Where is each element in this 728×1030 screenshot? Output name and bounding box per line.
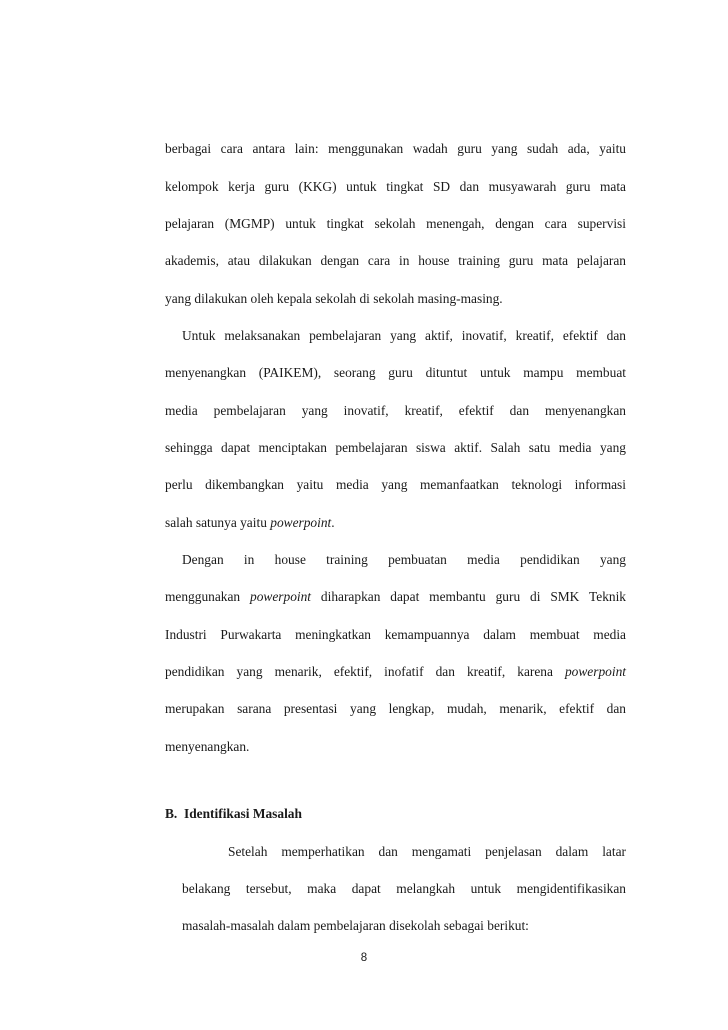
paragraph-2-line-6-italic: powerpoint bbox=[270, 515, 332, 530]
paragraph-3-line-2-italic: powerpoint bbox=[250, 589, 312, 604]
paragraph-3-line-3: Industri Purwakarta meningkatkan kemampuannya dalam membuat media bbox=[165, 627, 626, 642]
paragraph-3-line-2-suffix: diharapkan dapat membantu guru di SMK Teknik bbox=[311, 589, 626, 604]
paragraph-3-line-6: menyenangkan. bbox=[165, 739, 250, 754]
paragraph-3-line-2 bbox=[165, 588, 626, 606]
paragraph-2-line-1: Untuk melaksanakan pembelajaran yang aktif, inovatif, kreatif, efektif dan bbox=[182, 328, 626, 343]
paragraph-3-line-2-prefix: menggunakan bbox=[165, 589, 251, 604]
section-b-title: Identifikasi Masalah bbox=[184, 806, 302, 821]
paragraph-3-line-1: Dengan in house training pembuatan media pendidikan yang bbox=[182, 552, 626, 567]
section-b-marker: B. bbox=[165, 806, 178, 821]
paragraph-2-line-3: media pembelajaran yang inovatif, kreatif, efektif dan menyenangkan bbox=[165, 403, 626, 418]
paragraph-3-line-4-italic: powerpoint bbox=[564, 664, 626, 679]
paragraph-3-line-5: merupakan sarana presentasi yang lengkap, mudah, menarik, efektif dan bbox=[165, 701, 626, 716]
paragraph-2-line-4: sehingga dapat menciptakan pembelajaran siswa aktif. Salah satu media yang bbox=[165, 440, 626, 455]
paragraph-2-line-2: menyenangkan (PAIKEM), seorang guru dituntut untuk mampu membuat bbox=[165, 365, 626, 380]
paragraph-3-line-4 bbox=[165, 663, 626, 681]
paragraph-1-line-2: kelompok kerja guru (KKG) untuk tingkat SD dan musyawarah guru mata bbox=[165, 179, 626, 194]
page-number: 8 bbox=[360, 952, 368, 964]
paragraph-2-line-6-prefix: salah satunya yaitu bbox=[165, 515, 271, 530]
paragraph-1-line-1: berbagai cara antara lain: menggunakan wadah guru yang sudah ada, yaitu bbox=[165, 141, 626, 156]
paragraph-1-line-3: pelajaran (MGMP) untuk tingkat sekolah menengah, dengan cara supervisi bbox=[165, 216, 626, 231]
paragraph-3-line-4-prefix: pendidikan yang menarik, efektif, inofatif dan kreatif, karena bbox=[165, 664, 565, 679]
paragraph-2-line-5: perlu dikembangkan yaitu media yang memanfaatkan teknologi informasi bbox=[165, 477, 626, 492]
section-b-heading bbox=[165, 805, 302, 823]
section-b-line-1: Setelah memperhatikan dan mengamati penjelasan dalam latar bbox=[228, 844, 626, 859]
paragraph-2-line-6-suffix: . bbox=[331, 515, 335, 530]
section-b-line-2: belakang tersebut, maka dapat melangkah untuk mengidentifikasikan bbox=[182, 881, 626, 896]
paragraph-1-line-4: akademis, atau dilakukan dengan cara in house training guru mata pelajaran bbox=[165, 253, 626, 268]
section-b-line-3: masalah-masalah dalam pembelajaran disekolah sebagai berikut: bbox=[182, 918, 529, 933]
paragraph-2-line-6 bbox=[165, 514, 626, 532]
paragraph-1-line-5: yang dilakukan oleh kepala sekolah di sekolah masing-masing. bbox=[165, 291, 503, 306]
